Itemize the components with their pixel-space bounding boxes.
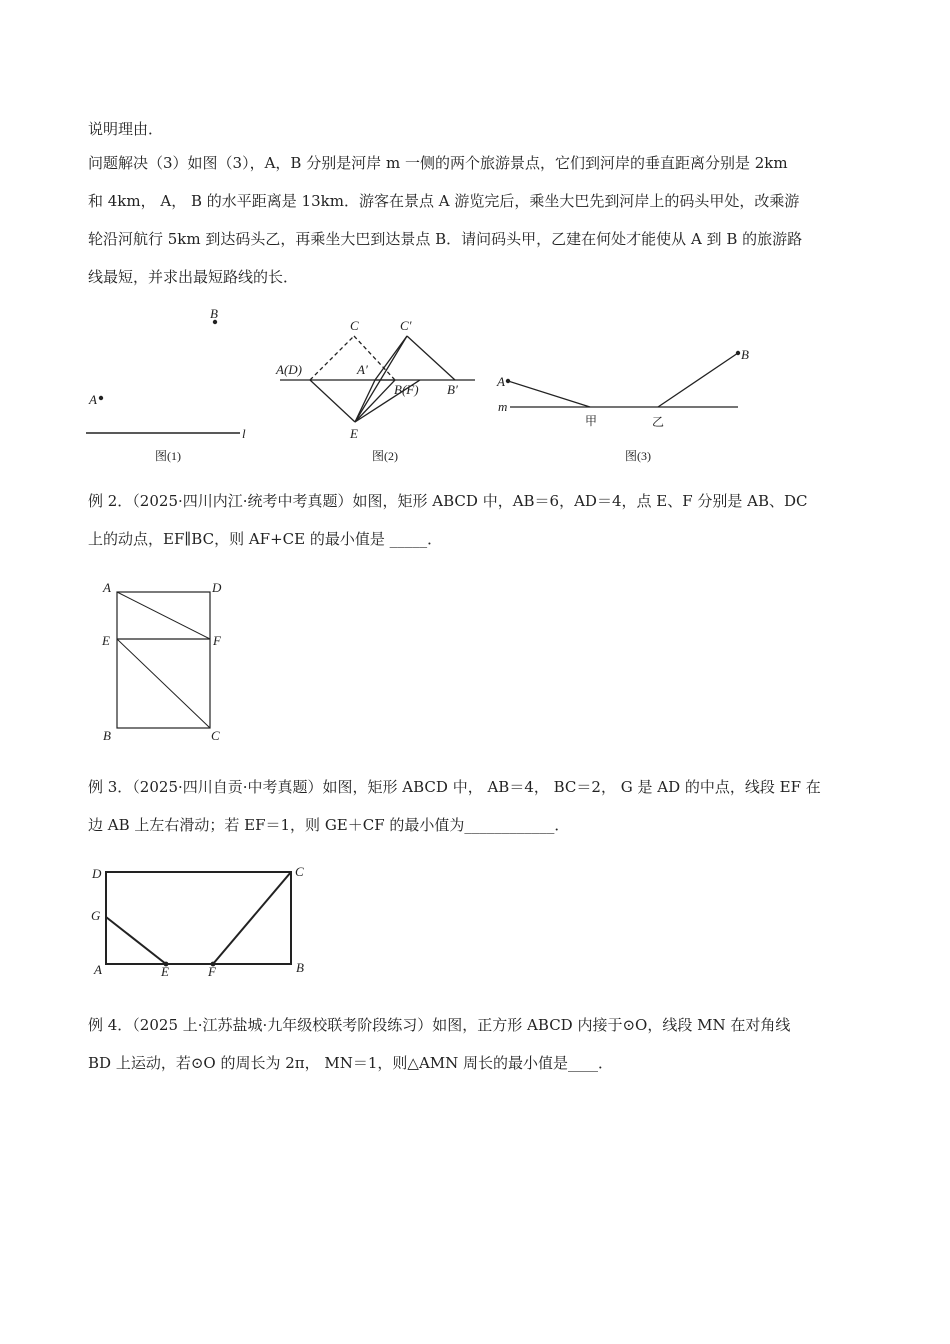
- example2-line2: 上的动点，EF∥BC，则 AF+CE 的最小值是 _____．: [88, 530, 443, 548]
- segment-AF: [117, 592, 210, 639]
- label-AD: A(D): [276, 362, 302, 377]
- example2-figure: [96, 578, 236, 752]
- label-E: E: [102, 633, 110, 648]
- line-ApCp: [375, 336, 407, 380]
- example4-line1: 例 4．（2025 上·江苏盐城·九年级校联考阶段练习）如图，正方形 ABCD 内接于⊙O，线段 MN 在对角线: [88, 1016, 791, 1034]
- point-B3: [736, 351, 740, 355]
- example3-figure: [88, 862, 328, 986]
- segment-GE: [106, 917, 166, 964]
- rect-ABCD: [106, 872, 291, 964]
- caption-fig1: 图(1): [155, 449, 181, 463]
- label-A: A: [103, 580, 111, 595]
- label-C: C: [211, 728, 220, 743]
- label-Cp: C′: [400, 318, 412, 333]
- label-A3: A: [497, 374, 505, 389]
- example3-figure-svg: [88, 862, 328, 982]
- label-yi: 乙: [652, 415, 665, 429]
- example3-line1: 例 3．（2025·四川自贡·中考真题）如图，矩形 ABCD 中， AB＝4， BC＝2， G 是 AD 的中点，线段 EF 在: [88, 778, 821, 796]
- line-ECp: [355, 336, 407, 422]
- label-D: D: [212, 580, 222, 595]
- caption-fig3: 图(3): [625, 449, 651, 463]
- problem1-line5: 线最短，并求出最短路线的长．: [88, 268, 299, 286]
- example2-figure-svg: [96, 578, 236, 748]
- label-C: C: [295, 864, 304, 879]
- line-AE: [310, 380, 355, 422]
- point-A: [99, 396, 103, 400]
- label-Bp: B′: [447, 382, 458, 397]
- figure-2: [280, 336, 475, 422]
- label-m: m: [498, 399, 508, 414]
- label-l: l: [242, 426, 246, 441]
- line-EB: [355, 380, 395, 422]
- label-A: A: [89, 392, 97, 407]
- label-A: A: [94, 962, 102, 977]
- rect-ABCD: [117, 592, 210, 728]
- line-CpBp: [407, 336, 455, 380]
- label-D: D: [92, 866, 102, 881]
- problem1-line3: 和 4km， A， B 的水平距离是 13km．游客在景点 A 游览完后，乘坐大巴先到河岸上的码头甲处，改乘游: [88, 192, 800, 210]
- figure-1: [86, 306, 246, 463]
- path-yi-B: [658, 353, 738, 407]
- dash-AC: [310, 336, 354, 380]
- label-B: B: [103, 728, 111, 743]
- label-B: B: [296, 960, 304, 975]
- label-B: B: [210, 306, 218, 321]
- example4-line2: BD 上运动，若⊙O 的周长为 2π， MN＝1，则△AMN 周长的最小值是____．: [88, 1054, 614, 1072]
- figure-3: [496, 347, 749, 463]
- label-E: E: [161, 964, 169, 979]
- problem1-line1: 说明理由．: [88, 120, 164, 138]
- label-F: F: [213, 633, 221, 648]
- segment-FC: [213, 872, 291, 964]
- label-B3: B: [741, 347, 749, 362]
- example2-line1: 例 2．（2025·四川内江·统考中考真题）如图，矩形 ABCD 中，AB＝6，AD＝4，点 E、F 分别是 AB、DC: [88, 492, 808, 510]
- label-jia: 甲: [585, 414, 598, 428]
- label-BF: B(F): [394, 382, 419, 397]
- segment-EC: [117, 639, 210, 728]
- figure-2-labels: [275, 318, 458, 463]
- problem1-line2: 问题解决（3）如图（3），A，B 分别是河岸 m 一侧的两个旅游景点，它们到河岸的垂直距离分别是 2km: [88, 154, 788, 172]
- figure-set-1: [80, 300, 860, 479]
- label-Ap: A′: [357, 362, 368, 377]
- example3-line2: 边 AB 上左右滑动；若 EF＝1，则 GE＋CF 的最小值为____________．: [88, 816, 570, 834]
- label-E: E: [350, 426, 358, 441]
- label-C: C: [350, 318, 359, 333]
- caption-fig2: 图(2): [372, 449, 398, 463]
- label-F: F: [208, 964, 216, 979]
- problem1-line4: 轮沿河航行 5km 到达码头乙，再乘坐大巴到达景点 B．请问码头甲，乙建在何处才能使从 A 到 B 的旅游路: [88, 230, 803, 248]
- figure-set-1-svg: [80, 300, 860, 475]
- label-G: G: [91, 908, 101, 923]
- path-A-jia: [508, 381, 590, 407]
- point-A3: [506, 379, 510, 383]
